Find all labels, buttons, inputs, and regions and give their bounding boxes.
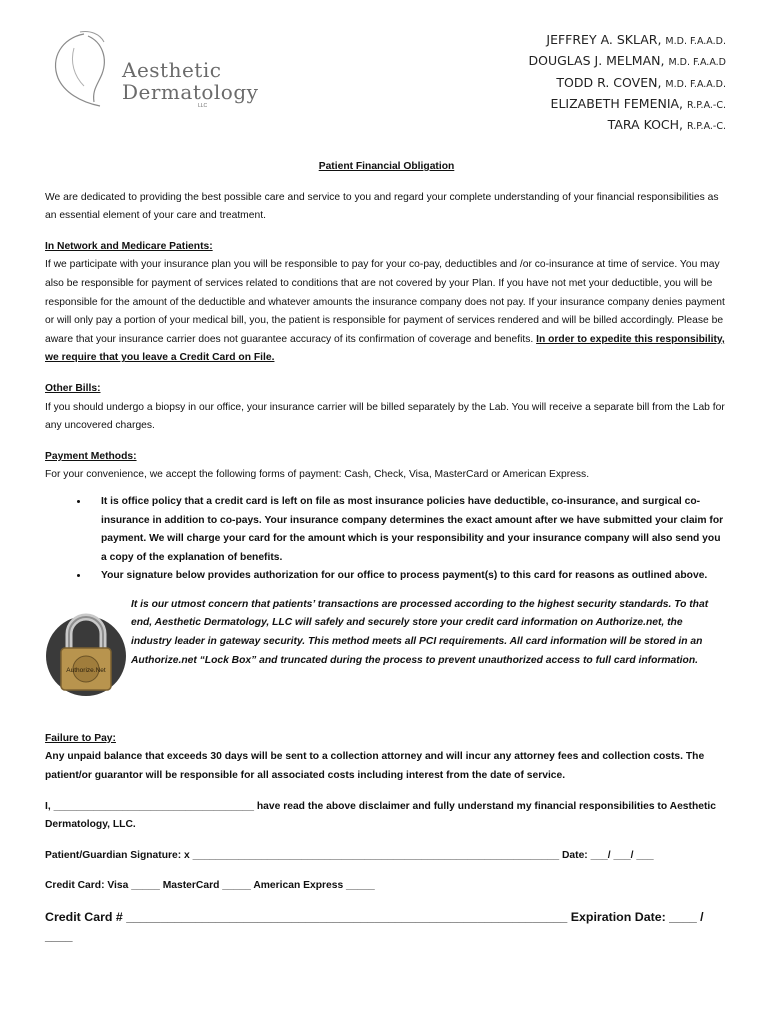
aesthetic-dermatology-logo <box>44 28 259 112</box>
acknowledgement-line[interactable]: I, ___________________________________ have read the above disclaimer and fully understand my financial responsibilities to Aesthetic Dermatology, LLC. <box>45 800 716 831</box>
padlock-icon <box>45 600 127 708</box>
doctor-entry: DOUGLAS J. MELMAN, M.D. F.A.A.D <box>528 53 726 69</box>
failure-paragraph: Any unpaid balance that exceeds 30 days will be sent to a collection attorney and will incur any attorney fees and collection costs. The patient/or guarantor will be responsible for all associated costs including interest from the date of service. <box>45 751 705 782</box>
doctors-list <box>529 30 727 136</box>
other-bills-paragraph: If you should undergo a biopsy in our office, your insurance carrier will be billed separately by the Lab. You will receive a separate bill from the Lab for any uncovered charges. <box>45 401 725 432</box>
policy-bullet: • It is office policy that a credit card is left on file as most insurance policies have deductible, co-insurance, and surgical co-insurance in addition to co-pays. Your insurance company determines the exact amount after we have submitted your claim for payment. We will charge your card for the amount which is your responsibility and your insurance company will also send you a copy of the explanation of benefits. <box>89 493 728 567</box>
failure-heading: Failure to Pay: <box>45 732 116 744</box>
profile-silhouette-icon <box>44 28 124 112</box>
logo-text-aesthetic: Aesthetic <box>122 58 222 82</box>
document-body <box>45 158 728 945</box>
payment-methods-heading: Payment Methods: <box>45 450 137 462</box>
logo-text-llc: LLC <box>198 103 208 109</box>
card-number-expiration-line[interactable]: Credit Card # ________________________________________________________________ Expiration Date: ____ / ____ <box>45 910 704 943</box>
signature-date-line[interactable]: Patient/Guardian Signature: x ________________________________________________________________ Date: ___/ ___/ ___ <box>45 849 654 861</box>
payment-methods-paragraph: For your convenience, we accept the following forms of payment: Cash, Check, Visa, MasterCard or American Express. <box>45 469 590 481</box>
policy-bullet: • Your signature below provides authorization for our office to process payment(s) to this card for reasons as outlined above. <box>89 567 728 586</box>
doctor-entry: JEFFREY A. SKLAR, M.D. F.A.A.D. <box>546 32 726 47</box>
doctor-entry: TODD R. COVEN, M.D. F.A.A.D. <box>556 74 726 90</box>
document-title: Patient Financial Obligation <box>318 161 455 172</box>
credit-card-requirement: In order to expedite this responsibility, we require that you leave a Credit Card on File. <box>45 333 725 364</box>
security-paragraph: It is our utmost concern that patients’ transactions are processed according to the highest security standards. To that end, Aesthetic Dermatology, LLC will safely and securely store your credit card information on Authorize.net, the industry leader in gateway security. This method meets all PCI requirements. All card information will be stored in an Authorize.net “Lock Box” and truncated during the process to prevent unauthorized access to full card information. <box>131 598 709 666</box>
network-paragraph: If we participate with your insurance plan you will be responsible to pay for your co-pay, deductibles and /or co-insurance at time of service. You may also be responsible for payment of services related to conditions that are not covered by your Plan. If you have not met your deductible, you will be responsible for the amount of the deductible and whatever amounts the insurance company does not pay. If your insurance company denies payment or will only pay a portion of your medical bill, you, the patient is responsible for payment of services rendered and will be billed accordingly. Please be aware that your insurance carrier does not guarantee accuracy of its confirmation of coverage and benefits. In order to expedite this responsibility, we require that you leave a Credit Card on File. <box>45 259 725 364</box>
security-notice <box>45 596 728 718</box>
doctor-entry: ELIZABETH FEMENIA, R.P.A.-C. <box>550 95 726 111</box>
other-bills-heading: Other Bills: <box>45 382 101 394</box>
network-heading: In Network and Medicare Patients: <box>45 240 213 252</box>
doctor-entry: TARA KOCH, R.P.A.-C. <box>607 117 726 133</box>
authorize-net-badge: Authorize.Net <box>66 666 106 674</box>
policy-bullets <box>45 493 728 586</box>
card-type-line[interactable]: Credit Card: Visa _____ MasterCard _____ American Express _____ <box>45 880 375 892</box>
logo-text-dermatology: Dermatology <box>122 80 259 104</box>
intro-paragraph: We are dedicated to providing the best possible care and service to you and regard your complete understanding of your financial responsibilities as an essential element of your care and treatment. <box>45 191 719 222</box>
